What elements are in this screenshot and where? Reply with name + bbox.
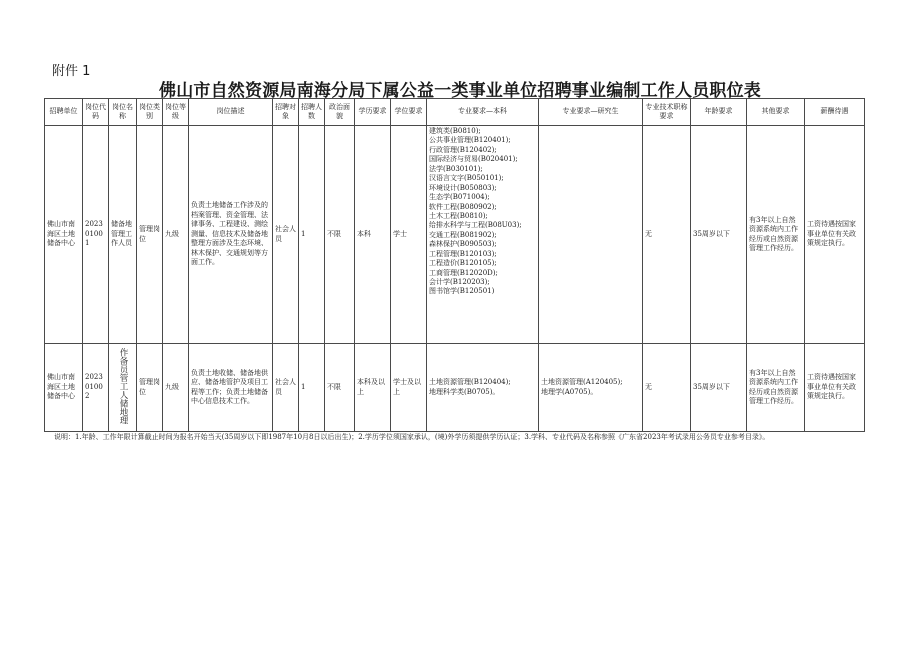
footnote: 说明：1.年龄、工作年限计算截止时间为报名开始当天(35周岁以下即1987年10月8日以后出生)；2.学历学位须国家承认，(境)外学历须提供学历认证；3.学科、专业代码及名称参照《广东省2023年考试录用公务员专业参考目录》。 [54,433,770,441]
major-list [429,127,536,297]
undergrad-majors-cell [427,126,539,344]
header-cell: 招聘人数 [299,99,325,126]
major-item: 给排水科学与工程(B08U03); [429,221,522,230]
unit-cell: 佛山市南海区土地储备中心 [45,126,83,344]
other-requirement-cell: 有3年以上自然资源系统内工作经历或自然资源管理工作经历。 [747,344,805,432]
header-cell: 专业要求—本科 [427,99,539,126]
major-item: 土地资源管理(B120404); [429,378,511,387]
table-header-row [45,99,865,126]
position-name-cell [109,344,137,432]
major-item: 工程管理(B120103); [429,249,497,258]
description-cell: 负责土地收储、储备地供应、储备地管护及项目工程等工作；负责土地储备中心信息技术工作。 [189,344,273,432]
age-cell: 35周岁以下 [691,344,747,432]
header-cell: 岗位类别 [137,99,163,126]
grad-majors-cell [539,126,643,344]
education-cell: 本科及以上 [355,344,391,432]
job-table [44,98,865,432]
position-name-cell: 储备地管理工作人员 [109,126,137,344]
position-name-text: 作备员管工人储地理 [117,347,128,425]
other-requirement-cell: 有3年以上自然资源系统内工作经历或自然资源管理工作经历。 [747,126,805,344]
major-item: 环境设计(B050803); [429,183,497,192]
major-item: 森林保护(B090503); [429,240,497,249]
grade-cell: 九级 [163,344,189,432]
political-cell: 不限 [325,344,355,432]
header-cell: 招聘对象 [273,99,299,126]
category-cell: 管理岗位 [137,344,163,432]
major-item: 行政管理(B120402); [429,145,497,154]
title-requirement-cell: 无 [643,126,691,344]
target-cell: 社会人员 [273,126,299,344]
header-cell: 其他要求 [747,99,805,126]
major-item: 土木工程(B0810); [429,211,488,220]
header-cell: 岗位代码 [83,99,109,126]
major-item: 地理学(A0705)。 [541,387,598,396]
degree-cell: 学士及以上 [391,344,427,432]
header-cell: 岗位等级 [163,99,189,126]
major-item: 国际经济与贸易(B020401); [429,155,518,164]
major-item: 图书馆学(B120501) [429,287,495,296]
age-cell: 35周岁以下 [691,126,747,344]
unit-cell: 佛山市南海区土地储备中心 [45,344,83,432]
header-cell: 学位要求 [391,99,427,126]
education-cell: 本科 [355,126,391,344]
grade-cell: 九级 [163,126,189,344]
political-cell: 不限 [325,126,355,344]
count-cell: 1 [299,344,325,432]
major-item: 交通工程(B081902); [429,230,497,239]
degree-cell: 学士 [391,126,427,344]
major-list [429,378,536,397]
attachment-label: 附件 1 [52,64,91,79]
major-item: 工商管理(B12020D); [429,268,498,277]
header-cell: 学历要求 [355,99,391,126]
major-item: 土地资源管理(A120405); [541,378,623,387]
major-item: 软件工程(B080902); [429,202,497,211]
target-cell: 社会人员 [273,344,299,432]
header-cell: 政治面貌 [325,99,355,126]
header-cell: 薪酬待遇 [805,99,865,126]
header-cell: 年龄要求 [691,99,747,126]
salary-cell: 工资待遇按国家事业单位有关政策规定执行。 [805,126,865,344]
document-title: 佛山市自然资源局南海分局下属公益一类事业单位招聘事业编制工作人员职位表 [159,81,761,101]
header-cell: 专业技术职称要求 [643,99,691,126]
header-cell: 招聘单位 [45,99,83,126]
major-item: 法学(B030101); [429,164,483,173]
major-item: 会计学(B120203); [429,278,490,286]
major-item: 公共事业管理(B120401); [429,136,511,145]
salary-cell: 工资待遇按国家事业单位有关政策规定执行。 [805,344,865,432]
major-item: 汉语言文字(B050101); [429,174,504,183]
undergrad-majors-cell [427,344,539,432]
header-cell: 岗位描述 [189,99,273,126]
code-cell: 202301002 [83,344,109,432]
major-list [541,378,640,397]
major-item: 生态学(B071004); [429,193,490,202]
description-cell: 负责土地储备工作涉及的档案管理、资金管理、法律事务、工程建设、测绘测量、信息技术及储备地整理方面涉及生态环境、林木保护、交通规划等方面工作。 [189,126,273,344]
header-cell: 专业要求—研究生 [539,99,643,126]
category-cell: 管理岗位 [137,126,163,344]
major-item: 地理科学类(B0705)。 [429,387,500,396]
table-row [45,344,865,432]
header-cell: 岗位名称 [109,99,137,126]
major-item: 工程造价(B120105); [429,259,497,268]
title-requirement-cell: 无 [643,344,691,432]
major-item: 建筑类(B0810); [429,127,481,135]
count-cell: 1 [299,126,325,344]
table-row [45,126,865,344]
code-cell: 202301001 [83,126,109,344]
grad-majors-cell [539,344,643,432]
